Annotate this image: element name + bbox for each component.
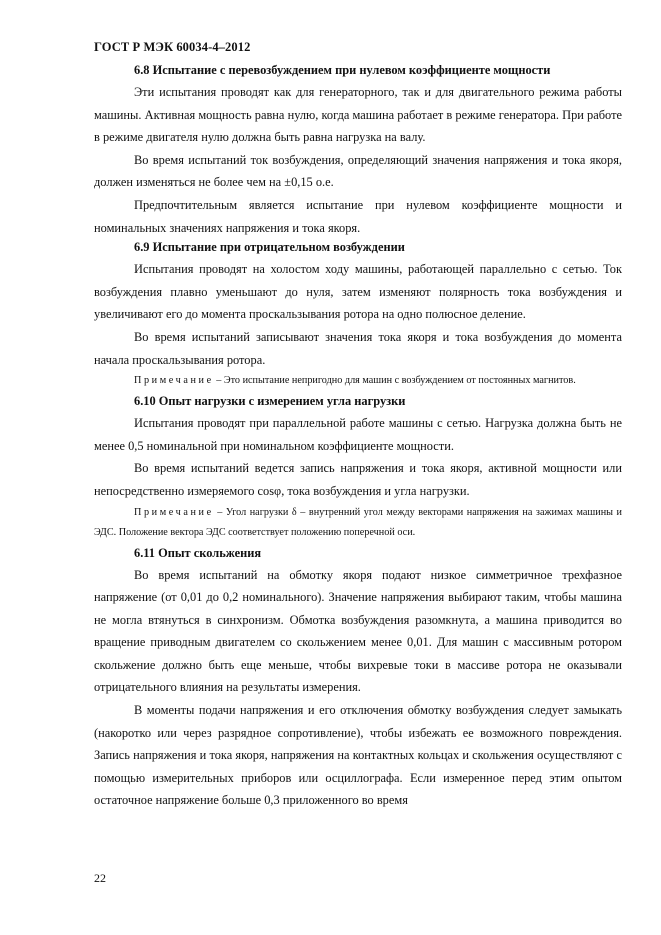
note-text: – Это испытание непригодно для машин с возбуждением от постоянных магнитов. [213, 375, 576, 387]
section-6-8-paragraph-3: Предпочтительным является испытание при нулевом коэффициенте мощности и номинальных значениях напряжения и тока якоря. [94, 197, 622, 235]
section-6-10-paragraph-2: Во время испытаний ведется запись напряжения и тока якоря, активной мощности или непосредственно измеряемого cosφ, тока возбуждения и угла нагрузки. [94, 461, 622, 498]
section-heading-6-9: 6.9 Испытание при отрицательном возбуждении [134, 240, 405, 255]
section-6-11-paragraph-1: Во время испытаний на обмотку якоря подают низкое симметричное трехфазное напряжение (от 0,01 до 0,2 номинального). Значение напряжения выбирают таким, чтобы машина не могла втянуться в синхронизм. Обмотка возбуждения разомкнута, а машина приводится во вращение приводным двигателем со скольжением менее 0,01. Для машин с массивным ротором скольжение должно быть еще меньше, чтобы вихревые токи в массиве ротора не оказывали отрицательного влияния на результаты измерения. [94, 567, 622, 695]
section-6-10-paragraph-1: Испытания проводят при параллельной работе машины с сетью. Нагрузка должна быть не менее 0,5 номинальной при номинальном коэффициенте мощности. [94, 416, 622, 453]
section-6-9-paragraph-2: Во время испытаний записывают значения тока якоря и тока возбуждения до момента начала проскальзывания ротора. [94, 329, 622, 367]
standard-header: ГОСТ Р МЭК 60034-4–2012 [94, 40, 251, 54]
note-label: Примечание [134, 375, 214, 387]
section-6-11-paragraph-2: В моменты подачи напряжения и его отключения обмотку возбуждения следует замыкать (накоротко или через разрядное сопротивление), чтобы избежать ее возможного повреждения. Запись напряжения и тока якоря, напряжения на контактных кольцах и скольжения осуществляют с помощью измерительных приборов или осциллографа. Если измеренное перед этим опытом остаточное напряжение больше 0,3 приложенного во время [94, 703, 622, 808]
section-6-9-paragraph-1: Испытания проводят на холостом ходу машины, работающей параллельно с сетью. Ток возбуждения плавно уменьшают до нуля, затем изменяют полярность тока возбуждения и увеличивают его до момента проскальзывания ротора на одно полюсное деление. [94, 262, 622, 322]
note-text: – Угол нагрузки δ – внутренний угол между векторами напряжения на зажимах машины и ЭДС. Положение вектора ЭДС соответствует положению поперечной оси. [94, 506, 622, 538]
section-6-10-note [94, 503, 622, 543]
section-heading-6-10: 6.10 Опыт нагрузки с измерением угла нагрузки [134, 394, 406, 409]
section-6-8-paragraph-1: Эти испытания проводят как для генераторного, так и для двигательного режима работы машины. Активная мощность равна нулю, когда машина работает в режиме генератора. При работе в режиме двигателя нулю должна быть равна нагрузка на валу. [94, 85, 622, 145]
section-heading-6-8: 6.8 Испытание с перевозбуждением при нулевом коэффициенте мощности [134, 63, 551, 77]
section-6-9-note [94, 371, 622, 391]
note-label: Примечание [134, 506, 214, 518]
document-body [94, 62, 622, 812]
page-number: 22 [94, 871, 106, 885]
section-heading-6-11: 6.11 Опыт скольжения [134, 545, 262, 560]
section-6-8-paragraph-2: Во время испытаний ток возбуждения, определяющий значения напряжения и тока якоря, должен изменяться не более чем на ±0,15 о.е. [94, 152, 622, 190]
